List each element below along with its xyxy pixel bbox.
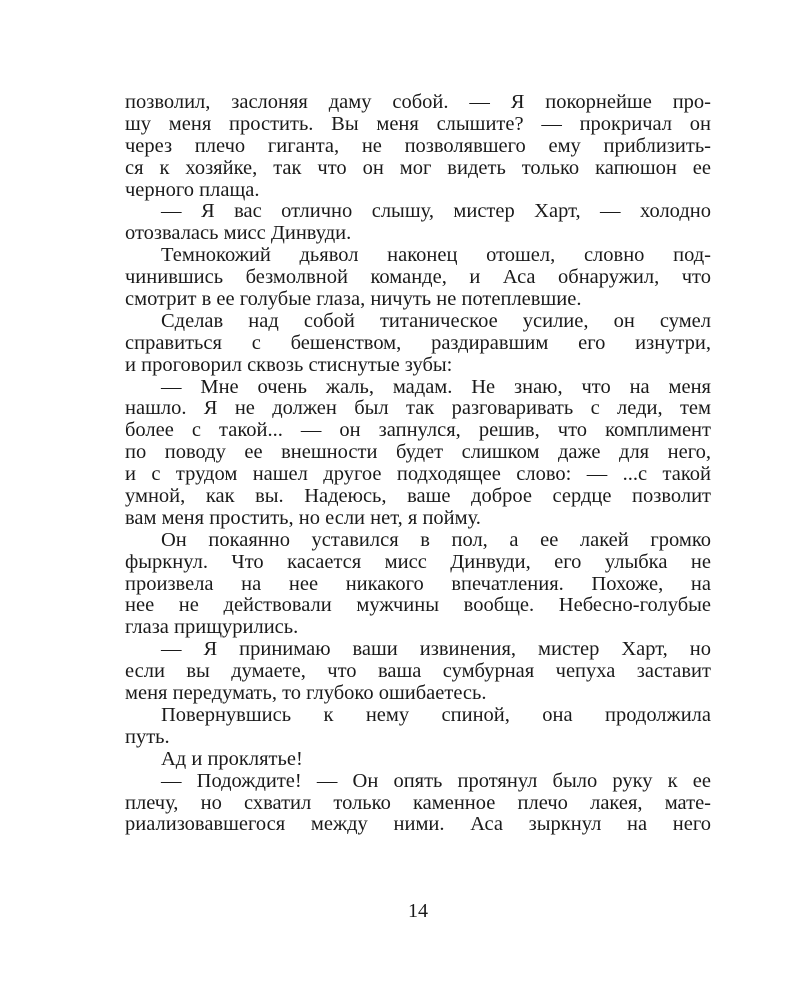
text-line: и проговорил сквозь стиснутые зубы:	[125, 353, 453, 376]
text-line: Темнокожий дьявол наконец отошел, словно под-	[161, 244, 711, 267]
text-line: справиться с бешенством, раздиравшим его изнутри,	[125, 331, 711, 354]
text-line: и с трудом нашел другое подходящее слово: — ...с такой	[125, 463, 711, 486]
text-line: шу меня простить. Вы меня слышите? — прокричал он	[125, 112, 711, 135]
text-line: плечу, но схватил только каменное плечо лакея, мате-	[125, 791, 711, 814]
text-line: Повернувшись к нему спиной, она продолжила	[161, 703, 711, 726]
text-line: риализовавшегося между ними. Аса зыркнул на него	[125, 813, 711, 836]
text-line: фыркнул. Что касается мисс Динвуди, его улыбка не	[125, 550, 711, 573]
text-line: — Подождите! — Он опять протянул было руку к ее	[161, 769, 711, 792]
text-line: по поводу ее внешности будет слишком даже для него,	[125, 441, 711, 464]
text-line: если вы думаете, что ваша сумбурная чепуха заставит	[125, 660, 711, 683]
text-line: глаза прищурились.	[125, 616, 299, 639]
text-line: ся к хозяйке, так что он мог видеть только капюшон ее	[125, 156, 711, 179]
text-line: Сделав над собой титаническое усилие, он сумел	[161, 309, 711, 332]
text-line: — Я вас отлично слышу, мистер Харт, — холодно	[161, 200, 711, 223]
text-line: через плечо гиганта, не позволявшего ему приблизить-	[125, 134, 711, 157]
body-text	[125, 92, 711, 836]
text-line: черного плаща.	[125, 178, 260, 201]
text-line: путь.	[125, 725, 170, 748]
text-line: Он покаянно уставился в пол, а ее лакей громко	[161, 528, 711, 551]
text-line: чинившись безмолвной команде, и Аса обнаружил, что	[125, 266, 711, 289]
text-line: вам меня простить, но если нет, я пойму.	[125, 506, 481, 529]
text-line: — Я принимаю ваши извинения, мистер Харт, но	[161, 638, 711, 661]
text-line: смотрит в ее голубые глаза, ничуть не потеплевшие.	[125, 288, 582, 311]
text-line: меня передумать, то глубоко ошибаетесь.	[125, 682, 487, 705]
text-line: нее не действовали мужчины вообще. Небесно-голубые	[125, 594, 711, 617]
text-line: более с такой... — он запнулся, решив, что комплимент	[125, 419, 711, 442]
text-line: — Мне очень жаль, мадам. Не знаю, что на меня	[161, 375, 711, 398]
text-line: отозвалась мисс Динвуди.	[125, 222, 352, 245]
text-line: позволил, заслоняя даму собой. — Я покорнейше про-	[125, 91, 711, 113]
text-line: Ад и проклятье!	[161, 747, 303, 770]
text-line: нашло. Я не должен был так разговаривать с леди, тем	[125, 397, 711, 420]
text-line: умной, как вы. Надеюсь, ваше доброе сердце позволит	[125, 485, 711, 508]
text-line: произвела на нее никакого впечатления. Похоже, на	[125, 572, 711, 595]
page-number: 14	[408, 900, 428, 922]
